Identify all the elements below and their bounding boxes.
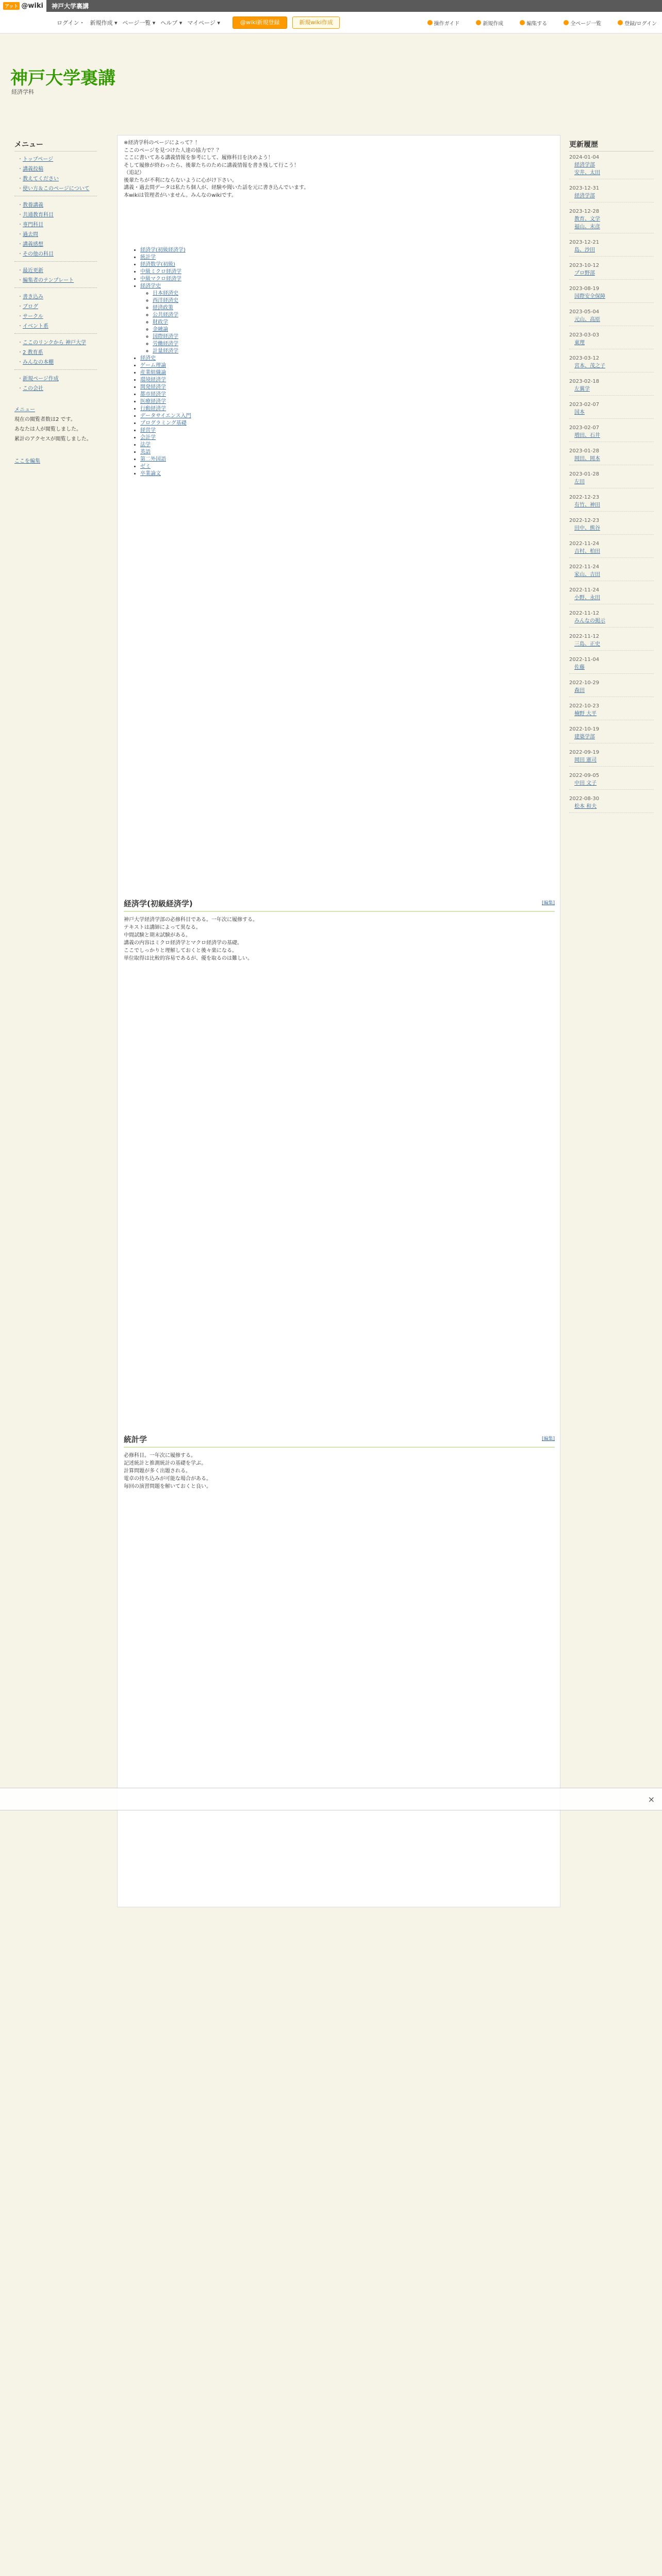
login-icon (618, 20, 623, 25)
history-link[interactable]: 吉村、柏田 (574, 549, 600, 554)
page-title[interactable]: 神戸大学裏講 (10, 68, 115, 89)
viewer-total: あなたは人が閲覧しました。 (14, 427, 81, 432)
toc-item[interactable] (140, 463, 545, 470)
menu-d-item-3[interactable] (18, 321, 97, 329)
toc-item[interactable] (153, 312, 545, 319)
history-entry (569, 564, 654, 581)
history-date: 2022-10-19 (569, 726, 600, 732)
history-date: 2023-02-07 (569, 402, 600, 408)
toc-link[interactable]: 会計学 (140, 435, 156, 440)
help-menu[interactable]: ヘルプ ▾ (160, 19, 183, 26)
history-date: 2022-10-29 (569, 680, 600, 686)
menu-b-item-link[interactable]: 教養講義 (23, 202, 43, 208)
history-link[interactable]: 東理 (574, 340, 585, 346)
toc-item[interactable] (153, 304, 545, 312)
section-2-edit[interactable]: [編集] (541, 1436, 555, 1442)
overlay-banner (0, 1788, 662, 1810)
toc-item[interactable] (140, 247, 545, 254)
toc-item[interactable] (140, 391, 545, 398)
history-date: 2022-11-04 (569, 657, 600, 663)
menu-b-item-link[interactable]: 過去問 (23, 232, 38, 238)
menu-e-item-1[interactable] (18, 348, 97, 355)
history-link[interactable]: みんなの掲示 (574, 618, 605, 624)
history-date: 2022-12-23 (569, 518, 600, 523)
history-date: 2022-11-12 (569, 611, 600, 616)
history-date: 2022-11-24 (569, 587, 600, 593)
toc-item[interactable] (153, 348, 545, 355)
menu-b-item-link[interactable]: 講義感想 (23, 242, 43, 247)
toc-link[interactable]: 公共経済学 (153, 312, 178, 318)
toc-link[interactable]: 経済学史 (140, 283, 161, 289)
menu-a-item-link[interactable]: 使い方＆このページについて (23, 186, 90, 192)
menu-title: メニュー (14, 139, 97, 151)
history-date: 2022-10-23 (569, 703, 600, 709)
history-entry (569, 703, 654, 720)
toc-item[interactable] (140, 254, 545, 261)
toc-link[interactable]: 経営学 (140, 428, 156, 433)
history-link[interactable]: 教育、文学 (574, 216, 600, 222)
top-bar (0, 0, 662, 12)
menu-d-item-link[interactable]: 書き込み (23, 294, 43, 300)
history-entry (569, 355, 654, 372)
menu-f-item-link[interactable]: この会社 (23, 386, 43, 392)
toc-item[interactable] (140, 470, 545, 478)
history-title: 更新履歴 (569, 139, 654, 151)
toc-item[interactable] (140, 420, 545, 427)
right-sidebar (569, 139, 654, 819)
menu-f-item-1[interactable] (18, 384, 97, 392)
history-entry (569, 611, 654, 628)
toc-item[interactable] (140, 369, 545, 377)
mypage-menu[interactable]: マイページ ▾ (187, 19, 220, 26)
menu-d-item-2[interactable] (18, 312, 97, 319)
history-link[interactable]: 田中、熊谷 (574, 526, 600, 531)
new-icon (476, 20, 481, 25)
menu-b-item-link[interactable]: 共通教育科目 (23, 212, 54, 218)
nav-guide[interactable] (427, 19, 460, 27)
history-link[interactable]: 安井、太田 (574, 170, 600, 176)
toc-link[interactable]: 開発経済学 (140, 384, 166, 390)
toc-item[interactable] (140, 268, 545, 276)
history-entry (569, 402, 654, 419)
history-list (569, 155, 654, 813)
create-menu[interactable]: 新規作成 ▾ (90, 19, 118, 26)
toc-item[interactable] (153, 333, 545, 341)
divider (14, 333, 97, 334)
toc-item[interactable] (140, 434, 545, 442)
history-link[interactable]: 左田 (574, 479, 585, 485)
nav-new-label: 新規作成 (483, 21, 504, 27)
toc-item[interactable] (140, 384, 545, 391)
menu-group-c (14, 266, 97, 283)
pages-icon (564, 20, 569, 25)
section-paragraph: 毎回の演習問題を解いておくと良い。 (124, 1484, 211, 1489)
toc-item[interactable] (140, 413, 545, 420)
history-link[interactable]: 福山、末彦 (574, 224, 600, 230)
toc-link[interactable]: 金融論 (153, 327, 168, 332)
menu-d-item-link[interactable]: サークル (23, 314, 43, 319)
menu-a-item-2[interactable] (18, 174, 97, 182)
wiki-logo[interactable] (0, 0, 46, 12)
logo-badge: アット (3, 2, 20, 10)
history-link[interactable]: 岡田、岡本 (574, 456, 600, 462)
history-link[interactable]: 経済学部 (574, 193, 595, 199)
toc-link[interactable]: 卒業論文 (140, 471, 161, 477)
menu-b-item-0[interactable] (18, 200, 97, 208)
menu-e-item-0[interactable] (18, 338, 97, 346)
history-link[interactable]: 国際安全保障 (574, 294, 605, 299)
section-2 (124, 1434, 555, 1490)
toc-item[interactable] (140, 261, 545, 268)
history-link[interactable]: 楠野 大平 (574, 711, 597, 717)
history-date: 2023-05-04 (569, 309, 600, 315)
page-subtitle: 経済学科 (11, 89, 34, 95)
menu-group-a (14, 155, 97, 192)
history-date: 2023-10-12 (569, 263, 600, 268)
menu-a-item-link[interactable]: 講義投稿 (23, 166, 43, 172)
history-link[interactable]: 建築学部 (574, 734, 595, 740)
history-entry (569, 773, 654, 790)
history-link[interactable]: 島、沙田 (574, 247, 595, 253)
nav-guide-label: 操作ガイド (434, 21, 460, 27)
toc-link[interactable]: 都市経済学 (140, 392, 166, 397)
toc-link[interactable]: 計量経済学 (153, 348, 178, 354)
history-entry (569, 518, 654, 535)
menu-e-item-link[interactable]: ここのリンクから 神戸大学 (23, 340, 86, 346)
section-paragraph: 神戸大学経済学部の必修科目である。一年次に履修する。 (124, 917, 258, 923)
toc-link[interactable]: 労働経済学 (153, 341, 178, 347)
menu-d-item-link[interactable]: イベント系 (23, 324, 48, 329)
edit-icon (520, 20, 525, 25)
menu-d-item-1[interactable] (18, 302, 97, 310)
history-entry (569, 240, 654, 257)
divider (14, 287, 97, 288)
menu-e-item-2[interactable] (18, 358, 97, 365)
section-paragraph: 講義の内容はミクロ経済学とマクロ経済学の基礎。 (124, 940, 242, 946)
history-entry (569, 209, 654, 233)
nav-login-label: 登録/ログイン (624, 21, 657, 27)
toc-item[interactable] (140, 442, 545, 449)
history-date: 2022-11-24 (569, 541, 600, 547)
divider (14, 261, 97, 262)
history-link[interactable]: 宮本、茂之子 (574, 363, 605, 369)
nav-pages[interactable] (564, 19, 601, 27)
menu-f-item-0[interactable] (18, 374, 97, 382)
history-entry (569, 680, 654, 697)
table-of-contents (133, 247, 545, 478)
menu-e-item-link[interactable]: みんなの本棚 (23, 360, 54, 365)
history-link[interactable]: 家山、吉田 (574, 572, 600, 578)
history-entry (569, 796, 654, 813)
toc-link[interactable]: 経済史 (140, 355, 156, 361)
history-date: 2023-01-28 (569, 448, 600, 454)
left-sidebar (14, 139, 97, 467)
toc-link[interactable]: プログラミング基礎 (140, 420, 187, 426)
section-1-body (124, 916, 555, 962)
history-entry (569, 471, 654, 488)
menu-d-item-link[interactable]: ブログ (23, 304, 38, 310)
divider (14, 369, 97, 370)
register-button[interactable]: @wiki新規登録 (233, 16, 287, 29)
history-date: 2023-01-28 (569, 471, 600, 477)
main-content (117, 135, 560, 1907)
toc-link[interactable]: 西洋経済史 (153, 298, 178, 303)
menu-a-item-3[interactable] (18, 184, 97, 192)
toc-link[interactable]: 財政学 (153, 319, 168, 325)
toc-link[interactable]: 中級マクロ経済学 (140, 276, 181, 282)
intro-line: ここに書いてある講義情報を参考にして、履修科目を決めよう！ (124, 155, 273, 161)
toc-link[interactable]: 経済数学(初級) (140, 262, 175, 267)
nav-login[interactable] (618, 19, 657, 27)
section-1-edit[interactable]: [編集] (541, 901, 555, 906)
section-paragraph: 必修科目。一年次に履修する。 (124, 1453, 196, 1459)
menu-b-item-1[interactable] (18, 210, 97, 218)
history-link[interactable]: 元山、高原 (574, 317, 600, 323)
history-date: 2022-09-19 (569, 750, 600, 755)
toc-link[interactable]: 英語 (140, 449, 151, 455)
history-entry (569, 726, 654, 743)
section-1-title: 経済学(初級経済学) (124, 898, 555, 912)
section-paragraph: ここでしっかりと理解しておくと後々楽になる。 (124, 948, 237, 954)
close-icon[interactable]: × (648, 1794, 655, 1804)
toc-link[interactable]: 経済学(初級経済学) (140, 247, 186, 253)
history-entry (569, 286, 654, 303)
history-link[interactable]: 国本 (574, 410, 585, 415)
history-link[interactable]: 左翼学 (574, 386, 590, 392)
nav-right (411, 12, 657, 33)
menu-a-item-link[interactable]: 教えてください (23, 176, 59, 182)
toc-link[interactable]: 法学 (140, 442, 151, 448)
section-paragraph: 単位取得は比較的容易であるが、優を取るのは難しい。 (124, 956, 253, 961)
menu-b-item-link[interactable]: 専門科目 (23, 222, 43, 228)
site-name[interactable]: 神戸大学裏講 (51, 3, 89, 10)
toc-link[interactable]: 統計学 (140, 255, 156, 260)
menu-a-item-1[interactable] (18, 164, 97, 172)
page-list-menu[interactable]: ページ一覧 ▾ (122, 19, 156, 26)
section-paragraph: テキストは講師によって異なる。 (124, 925, 201, 930)
history-date: 2023-02-07 (569, 425, 600, 431)
menu-footer-link[interactable]: メニュー (14, 407, 35, 413)
history-date: 2022-08-30 (569, 796, 600, 802)
history-date: 2023-12-31 (569, 185, 600, 191)
menu-c-item-link[interactable]: 最近更新 (23, 268, 43, 274)
history-entry (569, 448, 654, 465)
toc-link[interactable]: 日本経済史 (153, 291, 178, 296)
section-2-body (124, 1452, 555, 1490)
menu-group-b (14, 200, 97, 257)
menu-b-item-5[interactable] (18, 249, 97, 257)
menu-b-item-4[interactable] (18, 240, 97, 247)
history-date: 2023-03-12 (569, 355, 600, 361)
history-date: 2022-11-12 (569, 634, 600, 639)
history-entry (569, 332, 654, 349)
toc-link[interactable]: 環境経済学 (140, 377, 166, 383)
history-date: 2022-12-23 (569, 495, 600, 500)
toc-item[interactable] (153, 319, 545, 326)
toc-link[interactable]: 国際経済学 (153, 334, 178, 340)
menu-a-item-0[interactable] (18, 155, 97, 162)
history-entry (569, 309, 654, 326)
toc-item[interactable] (153, 341, 545, 348)
section-paragraph: 中間試験と期末試験がある。 (124, 933, 191, 938)
intro-line: 本wikiは管理者がいません。みんなのwikiです。 (124, 192, 237, 198)
history-link[interactable]: 経済学部 (574, 162, 595, 168)
menu-group-e (14, 338, 97, 365)
intro-line: 講義・過去問データは私たち個人が、経験や聞いた話を元に書き込んでいます。 (124, 185, 309, 191)
history-date: 2024-01-04 (569, 155, 600, 160)
section-1 (124, 898, 555, 962)
history-link[interactable]: 森田 (574, 688, 585, 693)
history-link[interactable]: 松本 和夫 (574, 804, 597, 809)
history-entry (569, 541, 654, 558)
history-link[interactable]: 有竹、神田 (574, 502, 600, 508)
create-wiki-button[interactable]: 新規wiki作成 (292, 16, 339, 29)
menu-c-item-1[interactable] (18, 276, 97, 283)
history-entry (569, 750, 654, 767)
menu-b-item-3[interactable] (18, 230, 97, 238)
toc-link[interactable]: 第二外国語 (140, 456, 166, 462)
toc-link[interactable]: 行動経済学 (140, 406, 166, 412)
toc-link[interactable]: ゼミ (140, 464, 151, 469)
header (0, 34, 662, 98)
toc-link[interactable]: 中級ミクロ経済学 (140, 269, 181, 275)
toc-item[interactable] (153, 326, 545, 333)
toc-item[interactable] (140, 405, 545, 413)
intro (124, 140, 552, 199)
section-paragraph: 電卓の持ち込みが可能な場合がある。 (124, 1476, 211, 1482)
history-entry (569, 587, 654, 604)
history-entry (569, 634, 654, 651)
menu-b-item-link[interactable]: その他の科目 (23, 251, 54, 257)
menu-a-item-link[interactable]: トップページ (23, 157, 54, 162)
toc-link[interactable]: 産業組織論 (140, 370, 166, 376)
toc-item[interactable] (140, 427, 545, 434)
toc-item[interactable] (140, 449, 545, 456)
section-paragraph: 記述統計と推測統計の基礎を学ぶ。 (124, 1461, 207, 1466)
toc-item[interactable] (140, 355, 545, 362)
history-date: 2023-12-28 (569, 209, 600, 214)
history-link[interactable]: 中田 文子 (574, 781, 597, 786)
history-date: 2023-08-19 (569, 286, 600, 292)
login-menu[interactable]: ログイン・ (57, 19, 85, 26)
menu-c-item-0[interactable] (18, 266, 97, 274)
toc-link[interactable]: 経済政策 (153, 305, 173, 311)
history-entry (569, 657, 654, 674)
history-entry (569, 155, 654, 179)
history-date: 2022-09-05 (569, 773, 600, 778)
toc-item[interactable] (140, 377, 545, 384)
toc-item[interactable] (140, 398, 545, 405)
edit-menu-link[interactable]: ここを編集 (14, 459, 40, 464)
toc-link[interactable]: 医療経済学 (140, 399, 166, 404)
menu-group-d (14, 292, 97, 329)
history-link[interactable]: プロ野部 (574, 270, 595, 276)
toc-item[interactable] (140, 283, 545, 290)
menu-e-item-link[interactable]: 2 教育系 (23, 350, 43, 355)
history-date: 2023-03-03 (569, 332, 600, 338)
logo-text: @wiki (21, 2, 43, 10)
toc-item[interactable] (153, 290, 545, 297)
toc-item[interactable] (140, 362, 545, 369)
intro-line: ここのページを見つけた人達の協力で？？ (124, 147, 222, 154)
toc-link[interactable]: ゲーム理論 (140, 363, 166, 368)
menu-c-item-link[interactable]: 編集者のテンプレート (23, 278, 74, 283)
menu-d-item-0[interactable] (18, 292, 97, 300)
history-entry (569, 495, 654, 512)
toc-item[interactable] (153, 297, 545, 304)
nav-new[interactable] (476, 19, 503, 27)
toc-item[interactable] (140, 276, 545, 283)
intro-line: ※経済学科のページによって？！ (124, 140, 201, 146)
nav-edit[interactable] (520, 19, 547, 27)
intro-line: そして履修が終わったら、後輩たちのために講義情報を書き残して行こう！ (124, 162, 299, 168)
menu-b-item-2[interactable] (18, 220, 97, 228)
menu-group-f (14, 374, 97, 392)
history-link[interactable]: 岡田 憲司 (574, 757, 597, 763)
history-link[interactable]: 増田、石井 (574, 433, 600, 438)
history-date: 2023-02-18 (569, 379, 600, 384)
section-paragraph: 計算問題が多く出題される。 (124, 1468, 191, 1474)
history-entry (569, 263, 654, 280)
intro-line: 後輩たちが不利にならないように心がけ下さい。 (124, 177, 237, 183)
nav-edit-label: 編集する (526, 21, 548, 27)
history-entry (569, 379, 654, 396)
toc-item[interactable] (140, 456, 545, 463)
history-link[interactable]: 小野、永田 (574, 595, 600, 601)
menu-f-item-link[interactable]: 新規ページ作成 (23, 376, 59, 382)
intro-line: （追記） (124, 170, 144, 176)
section-2-title: 統計学 (124, 1434, 555, 1448)
sub-bar (0, 12, 662, 33)
history-link[interactable]: 三島、正史 (574, 641, 600, 647)
history-entry (569, 185, 654, 202)
history-link[interactable]: 佐藤 (574, 665, 585, 670)
history-date: 2022-11-24 (569, 564, 600, 570)
history-date: 2023-12-21 (569, 240, 600, 245)
viewer-count: 現在の閲覧者数は2 です。 (14, 417, 76, 422)
access-total: 累計のアクセスが閲覧しました。 (14, 436, 92, 442)
toc-link[interactable]: データサイエンス入門 (140, 413, 191, 419)
guide-icon (427, 20, 433, 25)
nav-pages-label: 全ページ一覧 (570, 21, 602, 27)
history-entry (569, 425, 654, 442)
